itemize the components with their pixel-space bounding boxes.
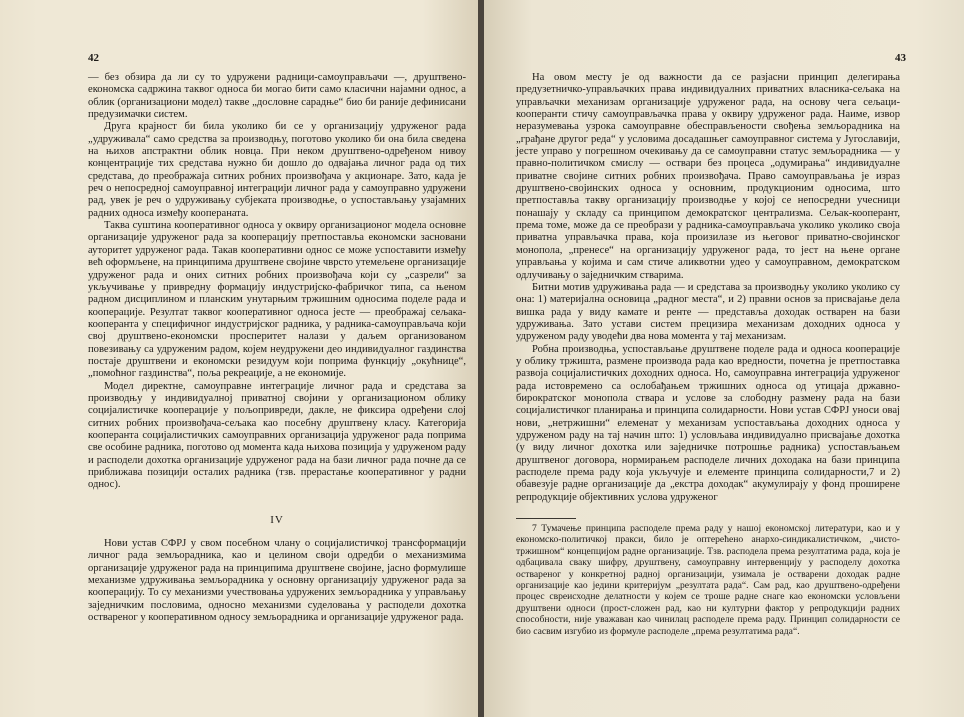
paragraph: Нови устав СФРЈ у свом посебном члану о социјалистичкој трансформацији личног рада земљорадника, као и целином своји одредби о механизмима организације удруженог рада на принципима друштвене својине, јасно формулише механизме удруживања земљорадника у основну организацију удруженог рада за кооперацију. То су механизми учествовања удружених земљорадника у управљању заједничким пословима, односно механизми суделовања у расподели дохотка оствареног у кооперативном односу земљорадника и организације удруженог рада. xyxy=(88,538,466,624)
paragraph: — без обзира да ли су то удружени радници-самоуправљачи —, друштвено-економска садржина таквог односа би могао бити само класични најамни однос, а облик (организациони модел) такве „дословне сарадње“ био би раније дефинисани предузимачки систем. xyxy=(88,72,466,121)
right-page xyxy=(484,0,964,717)
paragraph: Робна производња, успостављање друштвене поделе рада и односа кооперације у облику тржишта, размене производа рада као вредности, почетна је претпоставка развоја социјалистичких доходних односа. Но, самоуправна интеграција удруженог рада истовремено са ослобађањем тржишних односа од утицаја државно-бирократског монопола ствара и услове за слободну размену рада на бази социјалистичког планирања и принципа солидарности. Нови устав СФРЈ уноси овај нови, „нетржишни“ елеменат у механизам успостављања доходних односа у удруженом раду на тај начин што: 1) условљава индивидуално присвајање дохотка (у виду личног дохотка или заједничке потрошње радника) успостављањем друштвеног договора, нормирањем расподеле личних доходака на бази принципа расподеле према раду која укључује и елементе принципа солидарности,7 и 2) обавезује радне организације да „екстра доходак“ акумулирају у фонд проширене репродукције објективних услова удруженог xyxy=(516,343,900,503)
footnote-text: 7 Тумачење принципа расподеле према раду у нашој економској литератури, као и у економско-политичкој пракси, било је оптерећено анархо-синдикалистичком, „чисто-тржишном“ концепцијом радне организације. Тзв. расподела према резултатима рада, која је одбацивала сваку шифру, друштвену, самоуправну интервенцију у расподелу дохотка оствареног у конкретној радној организацији, узимала је остварени доходак радне организације као једини критеријум „резултата рада“. Сам рад, као друштвено-одређени процес свреисходне делатности у којем се троше радне снаге као економски условљени друштвени односи (прост-сложен рад, као ни културни фактор у репродукцији радних способности, није уважаван као чинилац расподеле према раду. Принцип солидарности се био сасвим изгубио из формуле расподеле „према резултатима рада“. xyxy=(516,523,900,637)
left-page xyxy=(0,0,480,717)
paragraph: Модел директне, самоуправне интеграције личног рада и средстава за производњу у индивидуалној приватној својини у организационом облику социјалистичке кооперације у пољопривреди, дакле, не фиксира одређени слој ситних робних произвођача-сељака као посебну друштвену класу. Категорија кооперанта социјалистичких самоуправних организација удруженог рада поприма све особине радника, поготово од момента када њихова позиција у удруженом раду и расподели дохотка организације удруженог рада на бази личног рада почне да се приближава позицији осталих радника (тзв. прерастање кооперативног у радни однос). xyxy=(88,380,466,491)
paragraph: На овом месту је од важности да се разјасни принцип делегирања предузетничко-управљачких права индивидуалних приватних власника-сељака на управљачки механизам организације удруженог рада, на основу чега сељаци-кооперанти стичу самоуправљачка права у оквиру удруженог рада. Наиме, извор неразумевања узрока самоуправне обесправљености свођења земљорадника на „грађане другог реда“ у условима досадашњег самоуправног система у Југославији, јесте управо у погрешном очекивању да се самоуправни статус земљорадника — у правно-политичком смислу — оствари без процеса „одумирања“ индивидуалне приватне својине ситних робних произвођача. Право самоуправљања је израз друштвено-својинских односа у основним, продукционим односима, што претпоставља такву организацију производње у којој се непосредни учесници понашају у складу са принципом демократског централизма. Сељак-кооперант, према томе, може да се преобрази у радника-самоуправљача уколико уколико своја приватна управљачка права, која произилазе из његовог приватно-својинског монопола, „пренесе“ на организацију удруженог рада, то јест на њене органе управљања у којима и сам стиче аликвотни удео у самоуправном, демократском одлучивању о заједничким стварима. xyxy=(516,72,900,281)
page-number-right: 43 xyxy=(895,52,906,64)
section-heading: IV xyxy=(270,513,284,526)
paragraph: Таква суштина кооперативног односа у оквиру организационог модела основне организације удруженог рада за кооперацију претпоставља економски засновани ауторитет удруженог рада. Такав кооперативни однос се може успоставити између већ оформљене, на принципима друштвене својине чврсто утемељене организације удруженог рада и оних ситних робних произвођача који су „сазрели“ за укључивање у привредну формацију индустријско-фабричког типа, са њеном радном дисциплином и планским унутарњим тржишним односима поделе рада и кооперације. Резултат таквог кооперативног односа јесте — преображај сељака-кооперанта у специфичног индустријског радника, у радника-самоуправљача који свој друштвено-економски просперитет налази у даљем организованом повезивању са удруженим радом, којем неудружени део индивидуалног газдинства постаје друштвени и економски резидуум који поприма функцију „окућнице“, „помоћног газдинства“, поља рекреације, а не економије. xyxy=(88,220,466,380)
footnote xyxy=(516,523,900,637)
footnote-rule xyxy=(516,518,576,519)
left-text-column xyxy=(88,72,466,624)
page-number-left: 42 xyxy=(88,52,99,64)
right-text-column xyxy=(516,72,900,637)
paragraph: Друга крајност би била уколико би се у организацију удруженог рада „удруживала“ само средства за производњу, поготово уколико би она била сведена на њихов апстрактни облик новца. При неком друштвено-одређеном нивоу концентрације тих средстава нужно би дошло до одвајања личног рада од тих средстава, до преображаја ситних робних произвођача у акционаре. Зато, када је реч о непосредној самоуправној интеграцији личног рада у самоуправно удружени рад, увек је реч о удруживању субјеката производње, о успостављању узајамних радних односа између коопераната. xyxy=(88,121,466,219)
paragraph: Битни мотив удруживања рада — и средстава за производњу уколико уколико су она: 1) материјална основица „радног места“, и 2) правни основ за присвајање дела вишка рада у виду камате и ренте — представља доходак остварен на бази удруживања. Зато устави систем прецизира механизам доходних односа у удруженом раду уводећи два нова момента у тај механизам. xyxy=(516,281,900,343)
